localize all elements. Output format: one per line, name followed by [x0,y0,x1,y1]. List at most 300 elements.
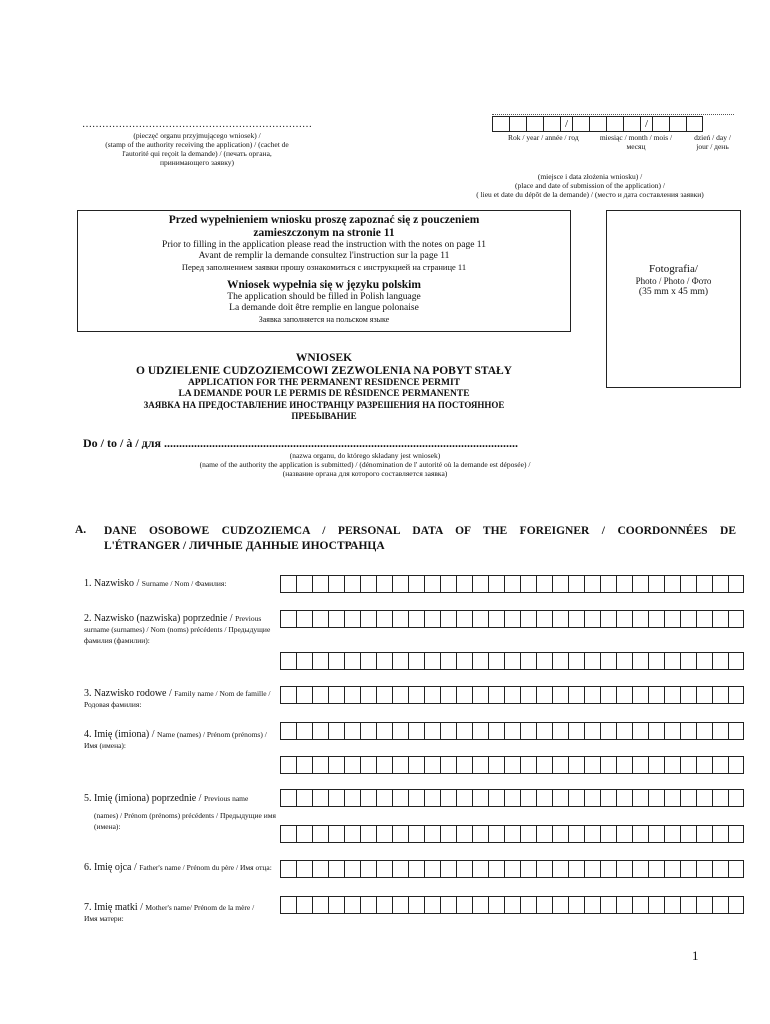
character-box[interactable] [328,789,344,807]
character-box[interactable] [328,756,344,774]
character-box[interactable] [376,825,392,843]
character-box[interactable] [664,896,680,914]
character-box[interactable] [440,722,456,740]
character-box[interactable] [616,610,632,628]
character-box[interactable] [312,575,328,593]
character-box[interactable] [696,756,712,774]
character-box[interactable] [648,789,664,807]
character-box[interactable] [584,610,600,628]
character-box[interactable] [648,575,664,593]
name-boxes-2[interactable] [280,756,744,774]
character-box[interactable] [568,825,584,843]
character-box[interactable] [680,756,696,774]
character-box[interactable] [376,789,392,807]
character-box[interactable] [680,825,696,843]
character-box[interactable] [392,575,408,593]
character-box[interactable] [648,896,664,914]
character-box[interactable] [696,686,712,704]
character-box[interactable] [408,722,424,740]
character-box[interactable] [312,789,328,807]
character-box[interactable] [712,756,728,774]
character-box[interactable] [664,610,680,628]
character-box[interactable] [344,686,360,704]
character-box[interactable] [344,652,360,670]
character-box[interactable] [552,722,568,740]
character-box[interactable] [520,756,536,774]
character-box[interactable] [456,756,472,774]
character-box[interactable] [616,575,632,593]
character-box[interactable] [568,610,584,628]
character-box[interactable] [648,860,664,878]
character-box[interactable] [504,896,520,914]
character-box[interactable] [632,686,648,704]
character-box[interactable] [568,789,584,807]
character-box[interactable] [440,610,456,628]
character-box[interactable] [728,610,744,628]
character-box[interactable] [504,686,520,704]
character-box[interactable] [712,686,728,704]
character-box[interactable] [552,789,568,807]
character-box[interactable] [408,756,424,774]
character-box[interactable] [408,860,424,878]
character-box[interactable] [600,575,616,593]
character-box[interactable] [536,610,552,628]
character-box[interactable] [664,686,680,704]
character-box[interactable] [456,896,472,914]
character-box[interactable] [552,756,568,774]
mother-name-boxes[interactable] [280,896,744,914]
character-box[interactable] [440,896,456,914]
character-box[interactable] [296,860,312,878]
character-box[interactable] [296,756,312,774]
character-box[interactable] [520,896,536,914]
character-box[interactable] [552,686,568,704]
character-box[interactable] [728,896,744,914]
character-box[interactable] [536,825,552,843]
submission-date-boxes[interactable] [492,116,703,132]
character-box[interactable] [728,722,744,740]
character-box[interactable] [728,575,744,593]
character-box[interactable] [424,825,440,843]
father-name-boxes[interactable] [280,860,744,878]
character-box[interactable] [712,722,728,740]
year-digit-box[interactable] [509,116,526,132]
day-digit-box[interactable] [669,116,686,132]
character-box[interactable] [392,610,408,628]
character-box[interactable] [376,652,392,670]
character-box[interactable] [360,825,376,843]
character-box[interactable] [728,860,744,878]
character-box[interactable] [648,756,664,774]
character-box[interactable] [520,610,536,628]
day-digit-box[interactable] [652,116,669,132]
day-digit-box[interactable] [686,116,703,132]
character-box[interactable] [392,756,408,774]
character-box[interactable] [488,756,504,774]
previous-name-boxes-2[interactable] [280,825,744,843]
character-box[interactable] [296,652,312,670]
character-box[interactable] [456,610,472,628]
character-box[interactable] [344,575,360,593]
character-box[interactable] [664,825,680,843]
character-box[interactable] [664,575,680,593]
character-box[interactable] [680,610,696,628]
character-box[interactable] [376,575,392,593]
character-box[interactable] [376,756,392,774]
character-box[interactable] [344,860,360,878]
character-box[interactable] [504,825,520,843]
character-box[interactable] [360,722,376,740]
character-box[interactable] [584,575,600,593]
character-box[interactable] [392,789,408,807]
character-box[interactable] [296,789,312,807]
character-box[interactable] [616,722,632,740]
character-box[interactable] [456,652,472,670]
character-box[interactable] [600,652,616,670]
character-box[interactable] [408,686,424,704]
character-box[interactable] [488,722,504,740]
character-box[interactable] [664,652,680,670]
character-box[interactable] [520,860,536,878]
character-box[interactable] [392,722,408,740]
character-box[interactable] [408,789,424,807]
character-box[interactable] [680,722,696,740]
character-box[interactable] [296,575,312,593]
character-box[interactable] [424,896,440,914]
character-box[interactable] [696,825,712,843]
character-box[interactable] [344,896,360,914]
character-box[interactable] [600,756,616,774]
character-box[interactable] [520,575,536,593]
character-box[interactable] [360,789,376,807]
character-box[interactable] [312,860,328,878]
character-box[interactable] [552,575,568,593]
character-box[interactable] [280,652,296,670]
character-box[interactable] [328,825,344,843]
character-box[interactable] [376,610,392,628]
character-box[interactable] [376,860,392,878]
character-box[interactable] [328,652,344,670]
character-box[interactable] [696,575,712,593]
character-box[interactable] [296,896,312,914]
character-box[interactable] [360,896,376,914]
character-box[interactable] [424,860,440,878]
character-box[interactable] [584,756,600,774]
character-box[interactable] [552,860,568,878]
character-box[interactable] [712,860,728,878]
character-box[interactable] [360,686,376,704]
character-box[interactable] [600,610,616,628]
month-digit-box[interactable] [572,116,589,132]
character-box[interactable] [504,756,520,774]
character-box[interactable] [536,575,552,593]
character-box[interactable] [312,756,328,774]
character-box[interactable] [456,686,472,704]
character-box[interactable] [280,686,296,704]
character-box[interactable] [664,789,680,807]
character-box[interactable] [520,722,536,740]
character-box[interactable] [632,825,648,843]
character-box[interactable] [696,610,712,628]
character-box[interactable] [408,896,424,914]
surname-boxes[interactable] [280,575,744,593]
character-box[interactable] [328,686,344,704]
character-box[interactable] [360,652,376,670]
character-box[interactable] [344,825,360,843]
character-box[interactable] [632,722,648,740]
character-box[interactable] [392,825,408,843]
character-box[interactable] [440,652,456,670]
character-box[interactable] [632,652,648,670]
month-digit-box[interactable] [623,116,640,132]
character-box[interactable] [568,575,584,593]
character-box[interactable] [296,722,312,740]
character-box[interactable] [616,896,632,914]
character-box[interactable] [600,722,616,740]
family-name-boxes[interactable] [280,686,744,704]
character-box[interactable] [488,575,504,593]
character-box[interactable] [280,756,296,774]
character-box[interactable] [616,860,632,878]
character-box[interactable] [664,756,680,774]
character-box[interactable] [296,686,312,704]
character-box[interactable] [360,610,376,628]
character-box[interactable] [424,652,440,670]
character-box[interactable] [680,686,696,704]
character-box[interactable] [536,722,552,740]
character-box[interactable] [728,825,744,843]
character-box[interactable] [568,896,584,914]
character-box[interactable] [440,686,456,704]
character-box[interactable] [520,789,536,807]
character-box[interactable] [632,756,648,774]
character-box[interactable] [568,652,584,670]
character-box[interactable] [648,686,664,704]
character-box[interactable] [488,896,504,914]
character-box[interactable] [488,610,504,628]
character-box[interactable] [536,686,552,704]
character-box[interactable] [360,756,376,774]
character-box[interactable] [344,756,360,774]
character-box[interactable] [600,896,616,914]
previous-name-boxes-1[interactable] [280,789,744,807]
character-box[interactable] [280,860,296,878]
character-box[interactable] [376,686,392,704]
character-box[interactable] [648,652,664,670]
character-box[interactable] [280,896,296,914]
character-box[interactable] [472,722,488,740]
character-box[interactable] [344,789,360,807]
character-box[interactable] [616,756,632,774]
character-box[interactable] [520,652,536,670]
character-box[interactable] [392,686,408,704]
character-box[interactable] [312,686,328,704]
character-box[interactable] [568,686,584,704]
character-box[interactable] [536,860,552,878]
character-box[interactable] [584,825,600,843]
character-box[interactable] [568,860,584,878]
character-box[interactable] [584,860,600,878]
character-box[interactable] [392,896,408,914]
character-box[interactable] [312,652,328,670]
character-box[interactable] [488,860,504,878]
character-box[interactable] [712,825,728,843]
character-box[interactable] [552,652,568,670]
character-box[interactable] [520,825,536,843]
character-box[interactable] [504,652,520,670]
character-box[interactable] [424,610,440,628]
character-box[interactable] [600,686,616,704]
character-box[interactable] [536,756,552,774]
character-box[interactable] [728,686,744,704]
character-box[interactable] [408,652,424,670]
character-box[interactable] [424,686,440,704]
character-box[interactable] [296,825,312,843]
character-box[interactable] [328,575,344,593]
character-box[interactable] [392,860,408,878]
character-box[interactable] [280,825,296,843]
character-box[interactable] [584,789,600,807]
character-box[interactable] [328,860,344,878]
character-box[interactable] [392,652,408,670]
character-box[interactable] [648,825,664,843]
character-box[interactable] [648,610,664,628]
character-box[interactable] [472,575,488,593]
character-box[interactable] [584,686,600,704]
character-box[interactable] [280,722,296,740]
character-box[interactable] [504,789,520,807]
character-box[interactable] [280,789,296,807]
authority-line[interactable]: Do / to / à / для ...................................................................................................................... [83,436,518,450]
character-box[interactable] [584,722,600,740]
character-box[interactable] [424,722,440,740]
character-box[interactable] [328,896,344,914]
character-box[interactable] [632,896,648,914]
character-box[interactable] [696,896,712,914]
character-box[interactable] [520,686,536,704]
character-box[interactable] [552,610,568,628]
name-boxes-1[interactable] [280,722,744,740]
character-box[interactable] [312,722,328,740]
character-box[interactable] [440,756,456,774]
character-box[interactable] [472,610,488,628]
character-box[interactable] [584,896,600,914]
character-box[interactable] [312,610,328,628]
character-box[interactable] [632,575,648,593]
character-box[interactable] [712,652,728,670]
character-box[interactable] [568,722,584,740]
character-box[interactable] [712,610,728,628]
character-box[interactable] [424,575,440,593]
character-box[interactable] [680,575,696,593]
character-box[interactable] [664,722,680,740]
character-box[interactable] [472,686,488,704]
character-box[interactable] [600,860,616,878]
character-box[interactable] [440,789,456,807]
character-box[interactable] [680,896,696,914]
character-box[interactable] [680,860,696,878]
character-box[interactable] [488,789,504,807]
character-box[interactable] [600,825,616,843]
character-box[interactable] [696,652,712,670]
character-box[interactable] [472,860,488,878]
character-box[interactable] [664,860,680,878]
character-box[interactable] [296,610,312,628]
year-digit-box[interactable] [492,116,509,132]
character-box[interactable] [632,860,648,878]
character-box[interactable] [648,722,664,740]
character-box[interactable] [616,686,632,704]
character-box[interactable] [360,860,376,878]
character-box[interactable] [552,825,568,843]
character-box[interactable] [328,610,344,628]
character-box[interactable] [424,756,440,774]
character-box[interactable] [504,860,520,878]
character-box[interactable] [360,575,376,593]
year-digit-box[interactable] [543,116,560,132]
character-box[interactable] [312,896,328,914]
character-box[interactable] [456,825,472,843]
character-box[interactable] [488,825,504,843]
character-box[interactable] [376,896,392,914]
character-box[interactable] [536,789,552,807]
character-box[interactable] [712,789,728,807]
character-box[interactable] [488,652,504,670]
character-box[interactable] [456,575,472,593]
previous-surname-boxes-2[interactable] [280,652,744,670]
character-box[interactable] [312,825,328,843]
character-box[interactable] [440,860,456,878]
character-box[interactable] [728,652,744,670]
character-box[interactable] [424,789,440,807]
character-box[interactable] [344,722,360,740]
character-box[interactable] [632,789,648,807]
character-box[interactable] [440,825,456,843]
character-box[interactable] [376,722,392,740]
character-box[interactable] [472,789,488,807]
character-box[interactable] [488,686,504,704]
character-box[interactable] [344,610,360,628]
month-digit-box[interactable] [589,116,606,132]
character-box[interactable] [712,575,728,593]
character-box[interactable] [504,610,520,628]
character-box[interactable] [456,789,472,807]
character-box[interactable] [408,610,424,628]
character-box[interactable] [616,652,632,670]
character-box[interactable] [472,896,488,914]
year-digit-box[interactable] [526,116,543,132]
character-box[interactable] [728,756,744,774]
character-box[interactable] [472,825,488,843]
character-box[interactable] [680,789,696,807]
character-box[interactable] [632,610,648,628]
character-box[interactable] [504,722,520,740]
character-box[interactable] [712,896,728,914]
character-box[interactable] [600,789,616,807]
character-box[interactable] [472,756,488,774]
character-box[interactable] [728,789,744,807]
character-box[interactable] [472,652,488,670]
character-box[interactable] [440,575,456,593]
character-box[interactable] [280,610,296,628]
month-digit-box[interactable] [606,116,623,132]
character-box[interactable] [696,860,712,878]
character-box[interactable] [696,789,712,807]
previous-surname-boxes-1[interactable] [280,610,744,628]
character-box[interactable] [616,825,632,843]
character-box[interactable] [536,652,552,670]
character-box[interactable] [552,896,568,914]
